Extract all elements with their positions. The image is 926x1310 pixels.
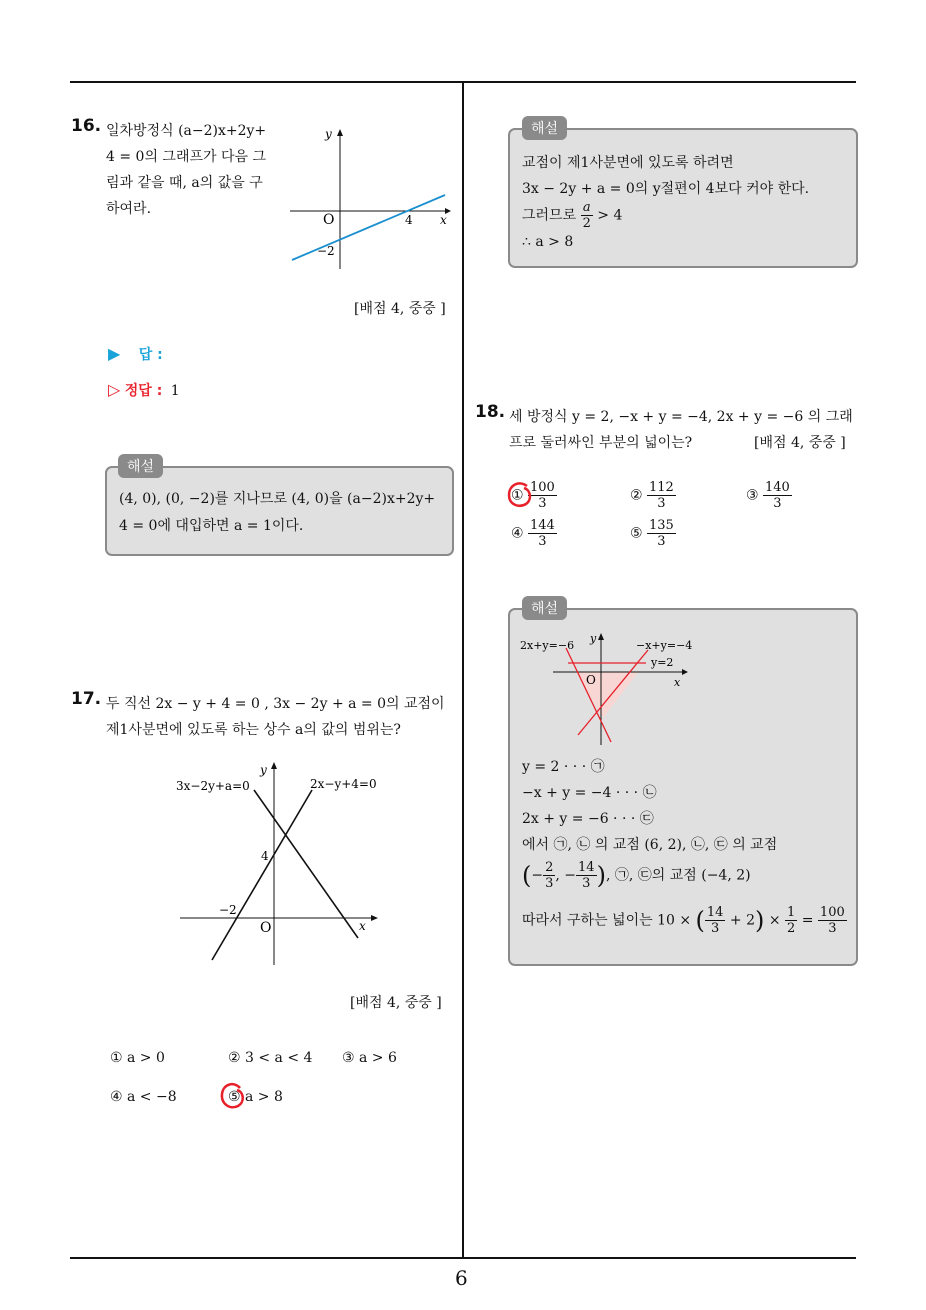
question-text-line: 일차방정식 (a−2)x+2y+ <box>106 123 267 139</box>
choice-3[interactable]: ③ $\frac{140}{3}$ <box>746 480 790 511</box>
answer-label: 답 : <box>138 347 163 363</box>
y-axis-label: y <box>325 127 332 141</box>
line-label-1: 2x+y=−6 <box>520 639 575 652</box>
line-1-label: 3x−2y+a=0 <box>176 779 250 793</box>
correct-label: 정답 : <box>124 383 163 399</box>
x-axis-label: x <box>440 213 447 227</box>
explanation-line: 교점이 제1사분면에 있도록 하려면 <box>522 155 734 171</box>
line-label-2: −x+y=−4 <box>636 639 693 652</box>
explanation-tag: 해설 <box>522 116 567 140</box>
graph-line-1 <box>254 790 358 938</box>
x-axis-label: x <box>674 676 681 689</box>
question-text-line: 제1사분면에 있도록 하는 상수 a의 값의 범위는? <box>106 722 401 738</box>
origin-label: O <box>260 920 272 936</box>
choice-1[interactable]: ① $\frac{100}{3}$ <box>511 480 555 511</box>
explanation-box <box>105 466 454 556</box>
explanation-line: (− $\frac{2}{3}$ , − $\frac{14}{3}$ ), ㉠, ㉢의 교점 (−4, 2) <box>522 860 751 891</box>
choice-5[interactable]: ⑤ a > 8 <box>228 1089 283 1105</box>
graph-q18 <box>518 630 718 760</box>
question-number: 16. <box>71 116 102 136</box>
choice-2[interactable]: ② $\frac{112}{3}$ <box>630 480 674 511</box>
fraction: $\frac{a}{2}$ <box>582 200 591 231</box>
graph-q17 <box>172 760 387 965</box>
red-circle-mark-icon <box>505 480 535 510</box>
explanation-line: 따라서 구하는 넓이는 10 × ( $\frac{14}{3}$ + 2) × $\frac{1}{2}$ = $\frac{100}{3}$ <box>522 905 845 936</box>
question-number: 18. <box>475 402 506 422</box>
choice-4[interactable]: ④ a < −8 <box>110 1089 177 1105</box>
correct-value: 1 <box>170 383 180 399</box>
question-text-line: 하여라. <box>106 201 152 217</box>
explanation-tag: 해설 <box>522 596 567 620</box>
explanation-line: ∴ a > 8 <box>522 234 574 250</box>
play-outline-icon: ▷ <box>108 380 121 399</box>
question-text-line: 4 = 0의 그래프가 다음 그 <box>106 149 266 165</box>
x-tick-label: −2 <box>219 903 237 917</box>
x-axis-label: x <box>359 919 366 933</box>
explanation-box <box>508 608 858 966</box>
question-text-line: 프로 둘러싸인 부분의 넓이는? <box>509 435 693 451</box>
choice-3[interactable]: ③ a > 6 <box>342 1050 397 1066</box>
equation-line: 2x + y = −6 · · · ㉢ <box>522 811 654 827</box>
bottom-rule <box>70 1257 856 1259</box>
score-label: [배점 4, 중중 ] <box>754 435 846 451</box>
question-number: 17. <box>71 689 102 709</box>
graph-line <box>292 195 445 260</box>
line-2-label: 2x−y+4=0 <box>310 777 377 791</box>
page-number: 6 <box>455 1266 468 1290</box>
column-divider <box>462 83 464 1258</box>
y-tick-label: −2 <box>317 244 335 258</box>
question-text-line: 두 직선 2x − y + 4 = 0 , 3x − 2y + a = 0의 교점이 <box>106 696 445 712</box>
equation-line: y = 2 · · · ㉠ <box>522 759 605 775</box>
choice-4[interactable]: ④ $\frac{144}{3}$ <box>511 518 555 549</box>
x-tick-label: 4 <box>405 213 413 227</box>
correct-answer-row <box>108 380 180 400</box>
choice-1[interactable]: ① a > 0 <box>110 1050 165 1066</box>
origin-label: O <box>586 673 596 687</box>
choice-5[interactable]: ⑤ $\frac{135}{3}$ <box>630 518 674 549</box>
explanation-line: (4, 0), (0, −2)를 지나므로 (4, 0)을 (a−2)x+2y+ <box>119 491 436 507</box>
question-text-line: 림과 같을 때, a의 값을 구 <box>106 175 263 191</box>
explanation-line: 4 = 0에 대입하면 a = 1이다. <box>119 518 304 534</box>
question-text-line: 세 방정식 y = 2, −x + y = −4, 2x + y = −6 의 그래 <box>509 409 853 425</box>
red-circle-mark-icon <box>218 1080 248 1114</box>
explanation-line: 에서 ㉠, ㉡ 의 교점 (6, 2), ㉡, ㉢ 의 교점 <box>522 837 778 853</box>
explanation-line: 그러므로 $\frac{a}{2}$ > 4 <box>522 200 623 231</box>
answer-row <box>108 344 163 364</box>
y-tick-label: 4 <box>261 849 269 863</box>
explanation-tag: 해설 <box>118 454 163 478</box>
choice-2[interactable]: ② 3 < a < 4 <box>228 1050 313 1066</box>
explanation-box <box>508 128 858 268</box>
y-axis-label: y <box>590 632 597 645</box>
origin-label: O <box>323 212 335 228</box>
y-axis-label: y <box>260 763 267 777</box>
play-icon: ▶ <box>108 344 121 363</box>
graph-q16 <box>285 124 455 274</box>
score-label: [배점 4, 중중 ] <box>350 995 442 1011</box>
score-label: [배점 4, 중중 ] <box>354 301 446 317</box>
line-label-3: y=2 <box>651 656 674 669</box>
equation-line: −x + y = −4 · · · ㉡ <box>522 785 657 801</box>
explanation-line: 3x − 2y + a = 0의 y절편이 4보다 커야 한다. <box>522 181 810 197</box>
